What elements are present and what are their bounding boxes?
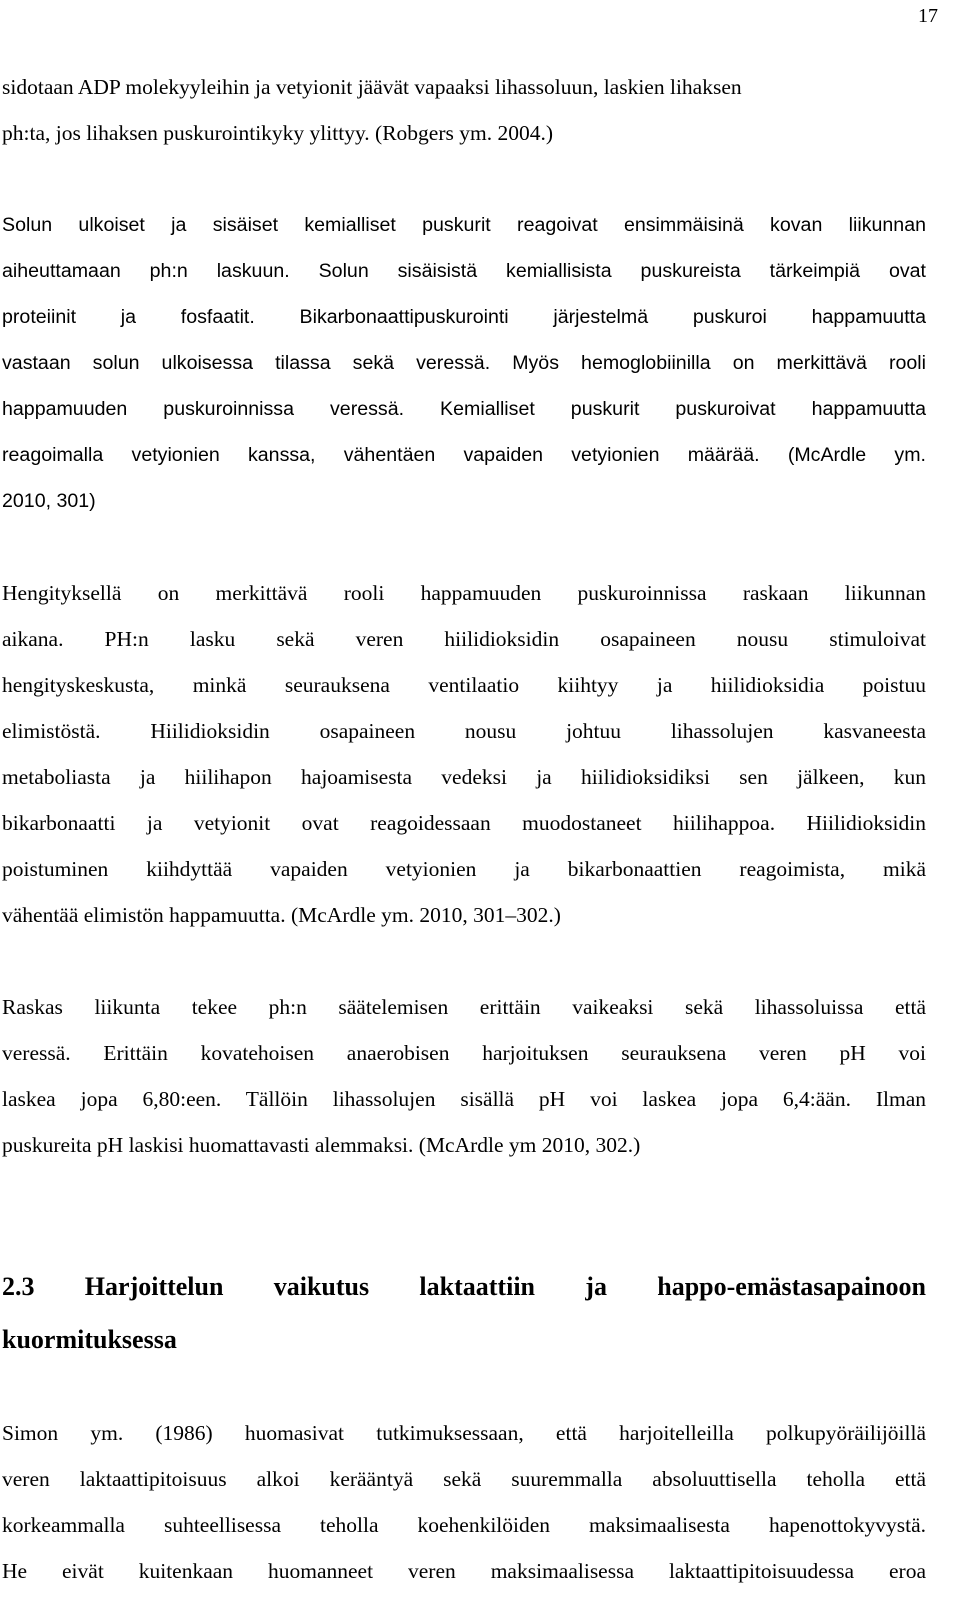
text-line: Solun ulkoiset ja sisäiset kemialliset puskurit reagoivat ensimmäisinä kovan liikunnan [2,214,926,236]
text-line: laskea jopa 6,80:een. Tällöin lihassolujen sisällä pH voi laskea jopa 6,4:ään. Ilman [2,1087,926,1111]
text-line: puskureita pH laskisi huomattavasti alemmaksi. (McArdle ym 2010, 302.) [2,1133,641,1157]
text-line: elimistöstä. Hiilidioksidin osapaineen nousu johtuu lihassolujen kasvaneesta [2,719,926,743]
text-line: reagoimalla vetyionien kanssa, vähentäen vapaiden vetyionien määrää. (McArdle ym. [2,444,926,466]
text-line: poistuminen kiihdyttää vapaiden vetyionien ja bikarbonaattien reagoimista, mikä [2,857,926,881]
paragraph [2,202,926,524]
text-line: 2010, 301) [2,490,96,512]
text-line: hengityskeskusta, minkä seurauksena ventilaatio kiihtyy ja hiilidioksidia poistuu [2,673,926,697]
text-line: Simon ym. (1986) huomasivat tutkimuksessaan, että harjoitelleilla polkupyöräilijöillä [2,1421,926,1445]
text-line: vastaan solun ulkoisessa tilassa sekä veressä. Myös hemoglobiinilla on merkittävä rooli [2,352,926,374]
text-line: korkeammalla suhteellisessa teholla koehenkilöiden maksimaalisesta hapenottokyvystä. [2,1513,926,1537]
heading-line: kuormituksessa [2,1325,177,1354]
text-line: veressä. Erittäin kovatehoisen anaerobisen harjoituksen seurauksena veren pH voi [2,1041,926,1065]
text-line: proteiinit ja fosfaatit. Bikarbonaattipuskurointi järjestelmä puskuroi happamuutta [2,306,926,328]
text-line: Hengityksellä on merkittävä rooli happamuuden puskuroinnissa raskaan liikunnan [2,581,926,605]
text-line: Raskas liikunta tekee ph:n säätelemisen erittäin vaikeaksi sekä lihassoluissa että [2,995,926,1019]
paragraph [2,984,926,1168]
text-line: bikarbonaatti ja vetyionit ovat reagoidessaan muodostaneet hiilihappoa. Hiilidioksidin [2,811,926,835]
heading-line: 2.3 Harjoittelun vaikutus laktaattiin ja happo-emästasapainoon [2,1272,926,1301]
paragraph [2,64,926,156]
text-line: metaboliasta ja hiilihapon hajoamisesta vedeksi ja hiilidioksidiksi sen jälkeen, kun [2,765,926,789]
paragraph [2,1410,926,1594]
text-line: ph:ta, jos lihaksen puskurointikyky ylittyy. (Robgers ym. 2004.) [2,121,554,145]
text-line: aiheuttamaan ph:n laskuun. Solun sisäisistä kemiallisista puskureista tärkeimpiä ovat [2,260,926,282]
text-line: happamuuden puskuroinnissa veressä. Kemialliset puskurit puskuroivat happamuutta [2,398,926,420]
text-line: aikana. PH:n lasku sekä veren hiilidioksidin osapaineen nousu stimuloivat [2,627,926,651]
text-line: sidotaan ADP molekyyleihin ja vetyionit jäävät vapaaksi lihassoluun, laskien lihaksen [2,75,742,99]
page-number: 17 [918,5,938,27]
text-line: He eivät kuitenkaan huomanneet veren maksimaalisessa laktaattipitoisuudessa eroa [2,1559,926,1583]
text-line: vähentää elimistön happamuutta. (McArdle ym. 2010, 301–302.) [2,903,561,927]
section-heading [2,1260,926,1366]
paragraph [2,570,926,938]
text-line: veren laktaattipitoisuus alkoi kerääntyä sekä suuremmalla absoluuttisella teholla että [2,1467,926,1491]
document-body [2,64,926,1594]
